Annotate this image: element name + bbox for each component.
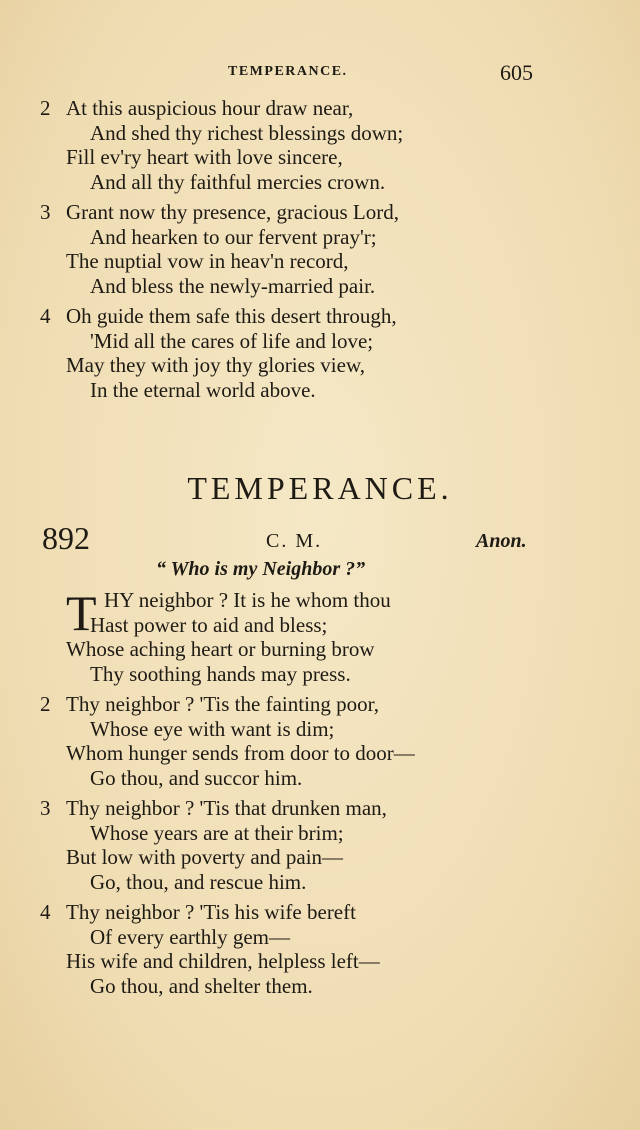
verse-line: Whom hunger sends from door to door— [66, 741, 415, 765]
prev-stanza-2 [40, 96, 600, 194]
verse-line: Of every earthly gem— [90, 924, 291, 949]
verse-line: And hearken to our fervent pray'r; [90, 224, 377, 249]
prev-stanza-3 [40, 200, 600, 298]
verse-line: But low with poverty and pain— [66, 845, 344, 869]
verse-line: Whose years are at their brim; [90, 820, 344, 845]
stanza-number: 3 [40, 796, 51, 820]
verse-line: His wife and children, helpless left— [66, 949, 380, 973]
stanza-number: 4 [40, 900, 51, 924]
hymn-subtitle: “ Who is my Neighbor ?” [156, 558, 366, 580]
verse-line: Go thou, and succor him. [90, 765, 303, 790]
hymn-stanza-4 [40, 900, 600, 998]
hymn-stanza-2 [40, 692, 600, 790]
verse-line: Thy neighbor ? 'Tis that drunken man, [66, 796, 387, 820]
section-title: TEMPERANCE. [187, 470, 453, 506]
verse-line: Whose aching heart or burning brow [66, 637, 375, 661]
stanza-number: 2 [40, 692, 51, 716]
drop-cap: T [66, 585, 97, 641]
verse-line: The nuptial vow in heav'n record, [66, 249, 349, 273]
hymn-author: Anon. [476, 530, 527, 552]
hymn-stanza-3 [40, 796, 600, 894]
verse-line: Thy soothing hands may press. [90, 661, 351, 686]
page-number: 605 [500, 60, 533, 85]
verse-line: Go, thou, and rescue him. [90, 869, 307, 894]
verse-line: Whose eye with want is dim; [90, 716, 335, 741]
verse-line: And all thy faithful mercies crown. [90, 169, 386, 194]
verse-line: Thy neighbor ? 'Tis his wife bereft [66, 900, 356, 924]
verse-line: Oh guide them safe this desert through, [66, 304, 397, 328]
verse-line: And shed thy richest blessings down; [90, 120, 404, 145]
verse-line: HY neighbor ? It is he whom thou [104, 588, 391, 612]
hymn-meter: C. M. [266, 530, 323, 552]
hymn-number: 892 [42, 520, 90, 556]
running-title: TEMPERANCE. [228, 64, 348, 79]
stanza-number: 2 [40, 96, 51, 120]
verse-line: Go thou, and shelter them. [90, 973, 313, 998]
stanza-number: 4 [40, 304, 51, 328]
verse-line: At this auspicious hour draw near, [66, 96, 354, 120]
verse-line: Thy neighbor ? 'Tis the fainting poor, [66, 692, 380, 716]
verse-line: Hast power to aid and bless; [90, 612, 328, 637]
prev-stanza-4 [40, 304, 600, 402]
hymn-stanza-1 [40, 585, 600, 686]
verse-line: 'Mid all the cares of life and love; [90, 328, 374, 353]
verse-line: May they with joy thy glories view, [66, 353, 366, 377]
verse-line: Fill ev'ry heart with love sincere, [66, 145, 343, 169]
verse-line: Grant now thy presence, gracious Lord, [66, 200, 399, 224]
stanza-number: 3 [40, 200, 51, 224]
verse-line: In the eternal world above. [90, 377, 316, 402]
verse-line: And bless the newly-married pair. [90, 273, 376, 298]
